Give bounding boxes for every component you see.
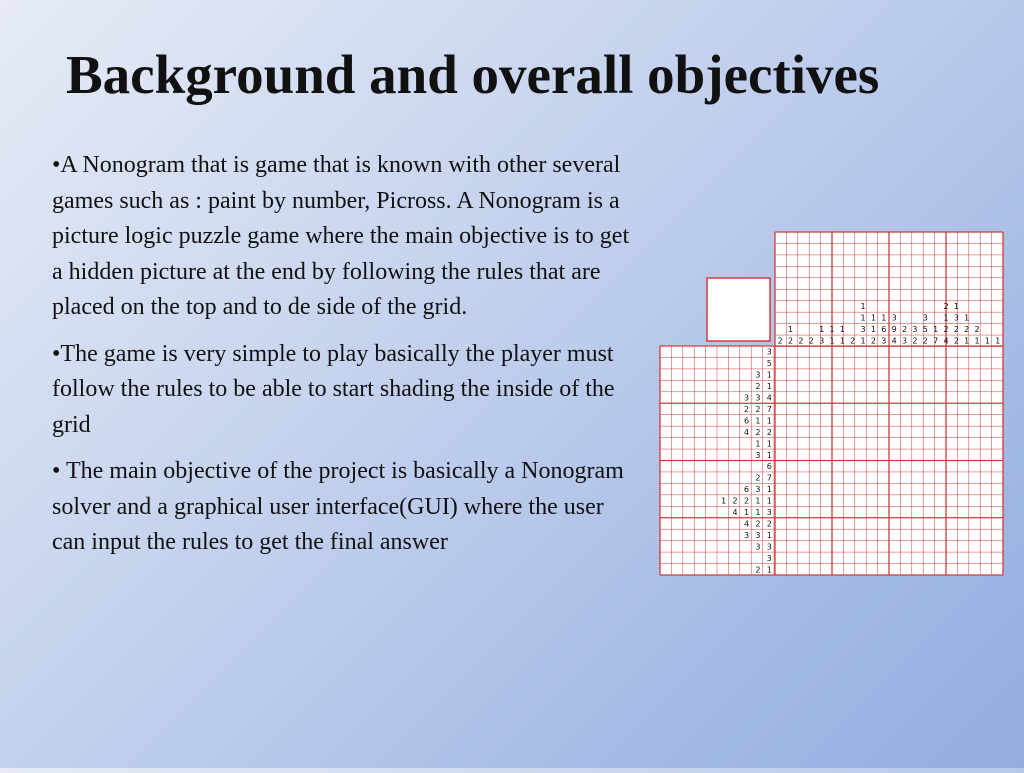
column-clue-number: 1: [839, 324, 845, 334]
column-clue-number: 4: [891, 336, 897, 346]
column-clue-number: 6: [881, 324, 887, 334]
row-clue-number: 4: [766, 393, 772, 403]
column-clue-number: 1: [839, 336, 845, 346]
row-clue-number: 2: [732, 496, 738, 506]
column-clue-number: 3: [891, 313, 897, 323]
row-clue-number: 1: [766, 450, 772, 460]
column-clue-number: 1: [974, 336, 980, 346]
bullet-nonogram-definition: •A Nonogram that is game that is known with other several games such as : paint by number, Picross. A Nonogram is a picture logic puzzle game where the main objective is to get a hidden picture at the end by following the rules that are placed on the top and to de side of the grid.: [52, 152, 630, 320]
column-clue-number: 3: [819, 336, 825, 346]
column-clue-number: 1: [860, 313, 866, 323]
column-clue-number: 3: [901, 336, 908, 346]
column-clue-number: 2: [953, 324, 959, 334]
row-clue-number: 3: [755, 542, 761, 552]
column-clue-number: 2: [787, 336, 794, 346]
row-clue-number: 3: [766, 542, 772, 552]
column-clue-number: 5: [922, 324, 928, 334]
row-clue-number: 1: [766, 496, 772, 506]
column-clue-number: 1: [943, 313, 949, 323]
column-clue-number: 1: [819, 324, 825, 334]
row-clue-number: 3: [755, 370, 761, 380]
row-clue-number: 1: [755, 508, 761, 518]
row-clue-number: 2: [755, 427, 761, 437]
row-clue-number: 3: [755, 485, 761, 495]
column-clue-number: 1: [829, 336, 835, 346]
row-clue-number: 1: [755, 439, 761, 449]
row-clue-number: 3: [755, 393, 761, 403]
row-clue-number: 2: [766, 427, 772, 437]
column-clue-number: 1: [964, 313, 970, 323]
row-clue-number: 1: [766, 370, 772, 380]
column-clue-number: 1: [964, 336, 970, 346]
column-clue-number: 2: [964, 324, 970, 334]
column-clue-number: 1: [933, 324, 939, 334]
column-clue-number: 2: [850, 336, 856, 346]
column-clue-number: 1: [984, 336, 991, 346]
row-clue-number: 2: [755, 404, 761, 414]
column-clue-number: 1: [870, 313, 877, 323]
row-clue-number: 1: [766, 485, 772, 495]
row-clue-number: 6: [743, 485, 750, 495]
column-clue-number: 2: [943, 301, 949, 311]
row-clue-number: 1: [766, 439, 772, 449]
row-clue-number: 1: [766, 382, 772, 392]
row-clue-number: 3: [743, 393, 750, 403]
column-clue-number: 2: [922, 336, 928, 346]
row-clue-number: 3: [766, 347, 772, 357]
row-clue-number: 4: [743, 519, 750, 529]
column-clue-number: 3: [953, 313, 959, 323]
row-clue-number: 5: [766, 359, 772, 369]
column-clue-number: 3: [860, 324, 866, 334]
row-clue-number: 1: [755, 496, 761, 506]
column-clue-number: 2: [870, 336, 877, 346]
row-clue-number: 4: [743, 427, 750, 437]
row-clue-number: 3: [755, 450, 761, 460]
bullet-how-to-play: •The game is very simple to play basically the player must follow the rules to be able to start shading the inside of the grid: [52, 340, 615, 438]
column-clue-number: 1: [860, 336, 866, 346]
column-clue-number: 2: [808, 336, 814, 346]
column-clue-number: 2: [912, 336, 918, 346]
column-clue-number: 1: [870, 324, 877, 334]
column-clue-number: 1: [860, 301, 866, 311]
row-clue-number: 6: [743, 416, 750, 426]
column-clue-number: 2: [901, 324, 908, 334]
row-clue-number: 2: [755, 565, 761, 575]
row-clue-number: 1: [721, 496, 727, 506]
row-clue-number: 6: [766, 462, 772, 472]
column-clue-number: 2: [943, 324, 949, 334]
row-clue-number: 2: [766, 519, 772, 529]
row-clue-number: 1: [743, 508, 750, 518]
column-clue-number: 1: [881, 313, 887, 323]
column-clue-number: 1: [995, 336, 1001, 346]
row-clue-number: 2: [743, 496, 750, 506]
column-clue-number: 9: [891, 324, 897, 334]
column-clue-number: 7: [933, 336, 939, 346]
row-clue-number: 1: [766, 416, 772, 426]
column-clue-number: 2: [798, 336, 804, 346]
row-clue-number: 2: [755, 519, 761, 529]
row-clue-number: 3: [743, 530, 750, 540]
column-clue-number: 1: [829, 324, 835, 334]
bullet-project-objective: • The main objective of the project is basically a Nonogram solver and a graphical user interface(GUI) where the user can input the rules to get the final answer: [52, 458, 624, 555]
column-clue-number: 1: [953, 301, 959, 311]
column-clue-number: 3: [912, 324, 918, 334]
row-clue-number: 4: [732, 508, 738, 518]
row-clue-number: 2: [743, 404, 750, 414]
row-clue-number: 7: [766, 473, 772, 483]
row-clue-number: 1: [766, 565, 772, 575]
row-clue-number: 3: [766, 553, 772, 563]
row-clue-number: 7: [766, 404, 772, 414]
row-clue-number: 2: [755, 473, 761, 483]
column-clue-number: 4: [943, 336, 949, 346]
row-clue-number: 2: [755, 382, 761, 392]
slide-title: Background and overall objectives: [66, 44, 880, 105]
column-clue-number: 3: [922, 313, 928, 323]
column-clue-number: 3: [881, 336, 887, 346]
column-clue-number: 2: [777, 336, 783, 346]
row-clue-number: 3: [755, 530, 761, 540]
row-clue-number: 1: [766, 530, 772, 540]
column-clue-number: 2: [953, 336, 959, 346]
corner-box: [707, 278, 770, 341]
row-clue-number: 1: [755, 416, 761, 426]
row-clue-number: 3: [766, 508, 772, 518]
column-clue-number: 2: [974, 324, 980, 334]
column-clue-number: 1: [787, 324, 794, 334]
